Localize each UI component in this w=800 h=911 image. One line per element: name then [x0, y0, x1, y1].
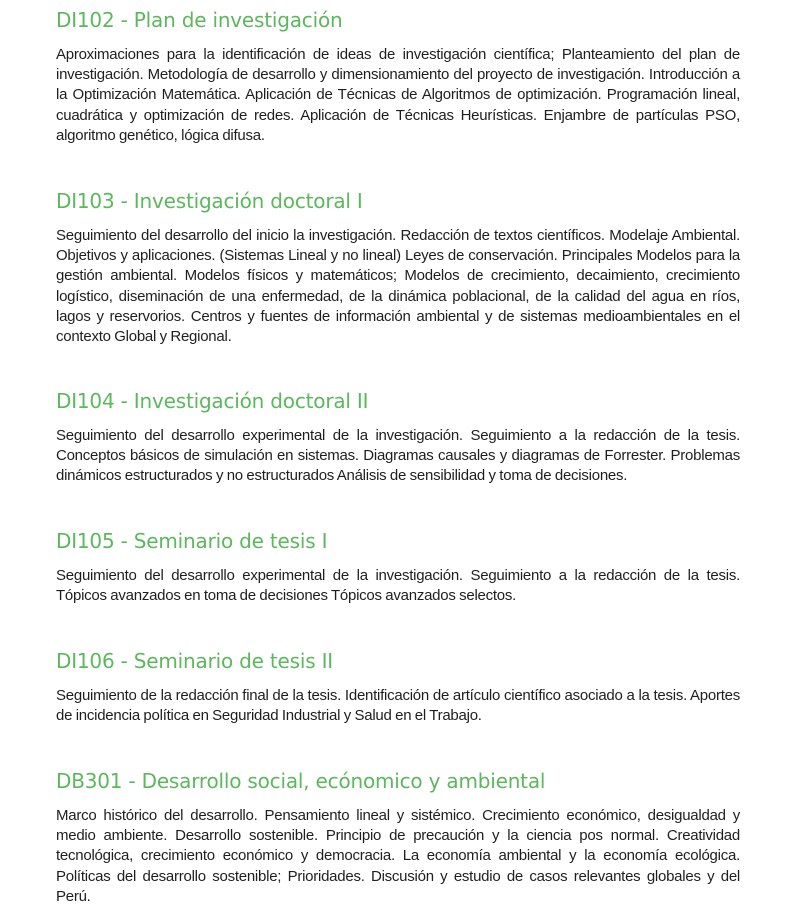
course-description: Seguimiento de la redacción final de la tesis. Identificación de artículo científico asociado a la tesis. Aportes de incidencia política en Seguridad Industrial y Salud en el Trabajo. — [56, 687, 740, 725]
course-di103 — [56, 188, 740, 347]
course-db301 — [56, 768, 740, 907]
course-description: Marco histórico del desarrollo. Pensamiento lineal y sistémico. Crecimiento económico, desigualdad y medio ambiente. Desarrollo sostenible. Principio de precaución y la ciencia pos normal. Creatividad tecnológica, crecimiento económico y democracia. La economía ambiental y la economía ecológica. Políticas del desarrollo sostenible; Prioridades. Discusión y estudio de casos relevantes globales y del Perú. — [56, 807, 740, 905]
course-di106 — [56, 648, 740, 726]
course-title: DI102 - Plan de investigación — [56, 8, 343, 32]
course-title: DB301 - Desarrollo social, ecónomico y ambiental — [56, 769, 546, 793]
course-di105 — [56, 528, 740, 606]
course-description: Aproximaciones para la identificación de ideas de investigación científica; Planteamiento del plan de investigación. Metodología de desarrollo y dimensionamiento del proyecto de investigación. Introducción a la Optimización Matemática. Aplicación de Técnicas de Algoritmos de optimización. Programación lineal, cuadrática y optimización de redes. Aplicación de Técnicas Heurísticas. Enjambre de partículas PSO, algoritmo genético, lógica difusa. — [56, 46, 740, 144]
course-title: DI106 - Seminario de tesis II — [56, 649, 334, 673]
course-di104 — [56, 388, 740, 487]
course-title: DI105 - Seminario de tesis I — [56, 529, 328, 553]
course-title: DI103 - Investigación doctoral I — [56, 189, 363, 213]
course-description: Seguimiento del desarrollo experimental de la investigación. Seguimiento a la redacción de la tesis. Conceptos básicos de simulación en sistemas. Diagramas causales y diagramas de Forrester. Problemas dinámicos estructurados y no estructurados Análisis de sensibilidad y toma de decisiones. — [56, 427, 740, 485]
course-description: Seguimiento del desarrollo experimental de la investigación. Seguimiento a la redacción de la tesis. Tópicos avanzados en toma de decisiones Tópicos avanzados selectos. — [56, 567, 740, 605]
course-di102 — [56, 7, 740, 146]
course-title: DI104 - Investigación doctoral II — [56, 389, 369, 413]
course-description: Seguimiento del desarrollo del inicio la investigación. Redacción de textos científicos. Modelaje Ambiental. Objetivos y aplicaciones. (Sistemas Lineal y no lineal) Leyes de conservación. Principales Modelos para la gestión ambiental. Modelos físicos y matemáticos; Modelos de crecimiento, decaimiento, crecimiento logístico, diseminación de una enfermedad, de la dinámica poblacional, de la calidad del agua en ríos, lagos y reservorios. Centros y fuentes de información ambiental y de sistemas medioambientales en el contexto Global y Regional. — [56, 227, 740, 346]
